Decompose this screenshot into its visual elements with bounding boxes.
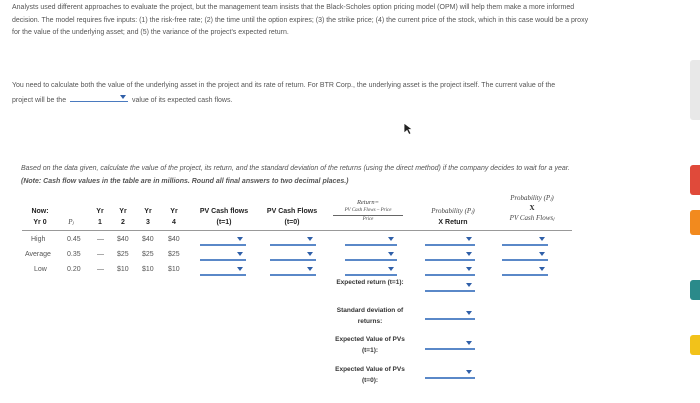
row-low-yr2: $10	[117, 266, 129, 273]
chevron-down-icon	[466, 311, 472, 315]
prob-pv-high-dropdown[interactable]	[502, 234, 548, 246]
row-high-yr2: $40	[117, 236, 129, 243]
header-divider	[22, 230, 572, 231]
chevron-down-icon	[120, 95, 126, 99]
chevron-down-icon	[466, 341, 472, 345]
prob-return-low-dropdown[interactable]	[425, 264, 475, 276]
pv-t0-average-dropdown[interactable]	[270, 249, 316, 261]
expected-return-label: Expected return (t=1):	[336, 279, 404, 286]
header-yr3: Yr 3	[144, 208, 152, 226]
chevron-down-icon	[466, 370, 472, 374]
question-calc-text: Based on the data given, calculate the value of the project, its return, and the standard deviation of the returns (using the direct method) if the company decides to wait for a year.	[21, 165, 570, 172]
header-yr2: Yr 2	[119, 208, 127, 226]
row-average-p: 0.35	[67, 251, 81, 258]
ev-pv-t0-label: Expected Value of PVs (t=0):	[335, 366, 405, 384]
return-average-dropdown[interactable]	[345, 249, 397, 261]
chevron-down-icon	[539, 267, 545, 271]
row-label-low: Low	[34, 266, 47, 273]
row-average-yr3: $25	[142, 251, 154, 258]
row-label-high: High	[31, 236, 46, 243]
chevron-down-icon	[466, 283, 472, 287]
row-average-yr1: —	[97, 251, 104, 258]
header-prob-pv: Probability (Pⱼ) X PV Cash Flowsⱼ	[509, 194, 555, 222]
row-label-average: Average	[25, 251, 51, 258]
header-return: Return= PV Cash Flows – Price Price	[333, 199, 403, 224]
row-low-yr3: $10	[142, 266, 154, 273]
prob-pv-average-dropdown[interactable]	[502, 249, 548, 261]
chevron-down-icon	[388, 237, 394, 241]
row-average-yr2: $25	[117, 251, 129, 258]
row-high-yr3: $40	[142, 236, 154, 243]
chevron-down-icon	[466, 267, 472, 271]
question-calc-paragraph	[21, 163, 581, 188]
chevron-down-icon	[466, 252, 472, 256]
pv-t1-high-dropdown[interactable]	[200, 234, 246, 246]
chevron-down-icon	[388, 252, 394, 256]
return-low-dropdown[interactable]	[345, 264, 397, 276]
chevron-down-icon	[307, 267, 313, 271]
expected-return-dropdown[interactable]	[425, 280, 475, 292]
pv-t0-low-dropdown[interactable]	[270, 264, 316, 276]
ev-pv-t1-dropdown[interactable]	[425, 338, 475, 350]
header-yr1: Yr 1	[96, 208, 104, 226]
question-calc-note: (Note: Cash flow values in the table are in millions. Round all final answers to two decimal places.)	[21, 177, 349, 185]
row-high-p: 0.45	[67, 236, 81, 243]
chevron-down-icon	[539, 252, 545, 256]
question-value-text-1: You need to calculate both the value of the underlying asset in the project and its rate of return. For BTR Corp., the underlying asset is the project itself. The current value of the project will be the	[12, 82, 556, 104]
side-tab-gray[interactable]	[690, 60, 700, 120]
header-prob-return: Probability (Pⱼ) X Return	[431, 207, 475, 226]
ev-pv-t1-label: Expected Value of PVs (t=1):	[335, 336, 405, 354]
prob-return-average-dropdown[interactable]	[425, 249, 475, 261]
header-pv-t1: PV Cash flows (t=1)	[199, 208, 249, 226]
chevron-down-icon	[237, 267, 243, 271]
header-pv-t0: PV Cash Flows (t=0)	[266, 208, 318, 226]
pv-t1-low-dropdown[interactable]	[200, 264, 246, 276]
pv-t1-average-dropdown[interactable]	[200, 249, 246, 261]
std-dev-dropdown[interactable]	[425, 308, 475, 320]
chevron-down-icon	[237, 237, 243, 241]
prob-pv-low-dropdown[interactable]	[502, 264, 548, 276]
row-low-p: 0.20	[67, 266, 81, 273]
header-now: Now: Yr 0	[31, 208, 49, 226]
chevron-down-icon	[307, 237, 313, 241]
std-dev-label: Standard deviation of returns:	[336, 307, 404, 325]
chevron-down-icon	[237, 252, 243, 256]
row-high-yr4: $40	[168, 236, 180, 243]
row-high-yr1: —	[97, 236, 104, 243]
header-probability: Pⱼ	[68, 218, 74, 226]
header-yr4: Yr 4	[170, 208, 178, 226]
value-dropdown[interactable]	[70, 93, 128, 102]
prob-return-high-dropdown[interactable]	[425, 234, 475, 246]
ev-pv-t0-dropdown[interactable]	[425, 367, 475, 379]
mouse-cursor-icon	[403, 122, 413, 136]
row-low-yr4: $10	[168, 266, 180, 273]
question-value-paragraph	[12, 80, 578, 107]
question-value-text-2: value of its expected cash flows.	[132, 96, 233, 104]
side-tab-yellow[interactable]	[690, 335, 700, 355]
chevron-down-icon	[307, 252, 313, 256]
chevron-down-icon	[388, 267, 394, 271]
pv-t0-high-dropdown[interactable]	[270, 234, 316, 246]
side-tab-teal[interactable]	[690, 280, 700, 300]
side-tab-red[interactable]	[690, 165, 700, 195]
row-average-yr4: $25	[168, 251, 180, 258]
return-high-dropdown[interactable]	[345, 234, 397, 246]
chevron-down-icon	[539, 237, 545, 241]
row-low-yr1: —	[97, 266, 104, 273]
side-tab-orange[interactable]	[690, 210, 700, 235]
chevron-down-icon	[466, 237, 472, 241]
intro-paragraph: Analysts used different approaches to evaluate the project, but the management team insists that the Black-Scholes option pricing model (OPM) will help them make a more informed decision. The model requires five inputs: (1) the risk-free rate; (2) the time until the option expires; (3) the strike price; (4) the current price of the stock, which in this case would be a proxy for the value of the underlying asset; and (5) the variance of the project's expected return.	[12, 4, 589, 36]
